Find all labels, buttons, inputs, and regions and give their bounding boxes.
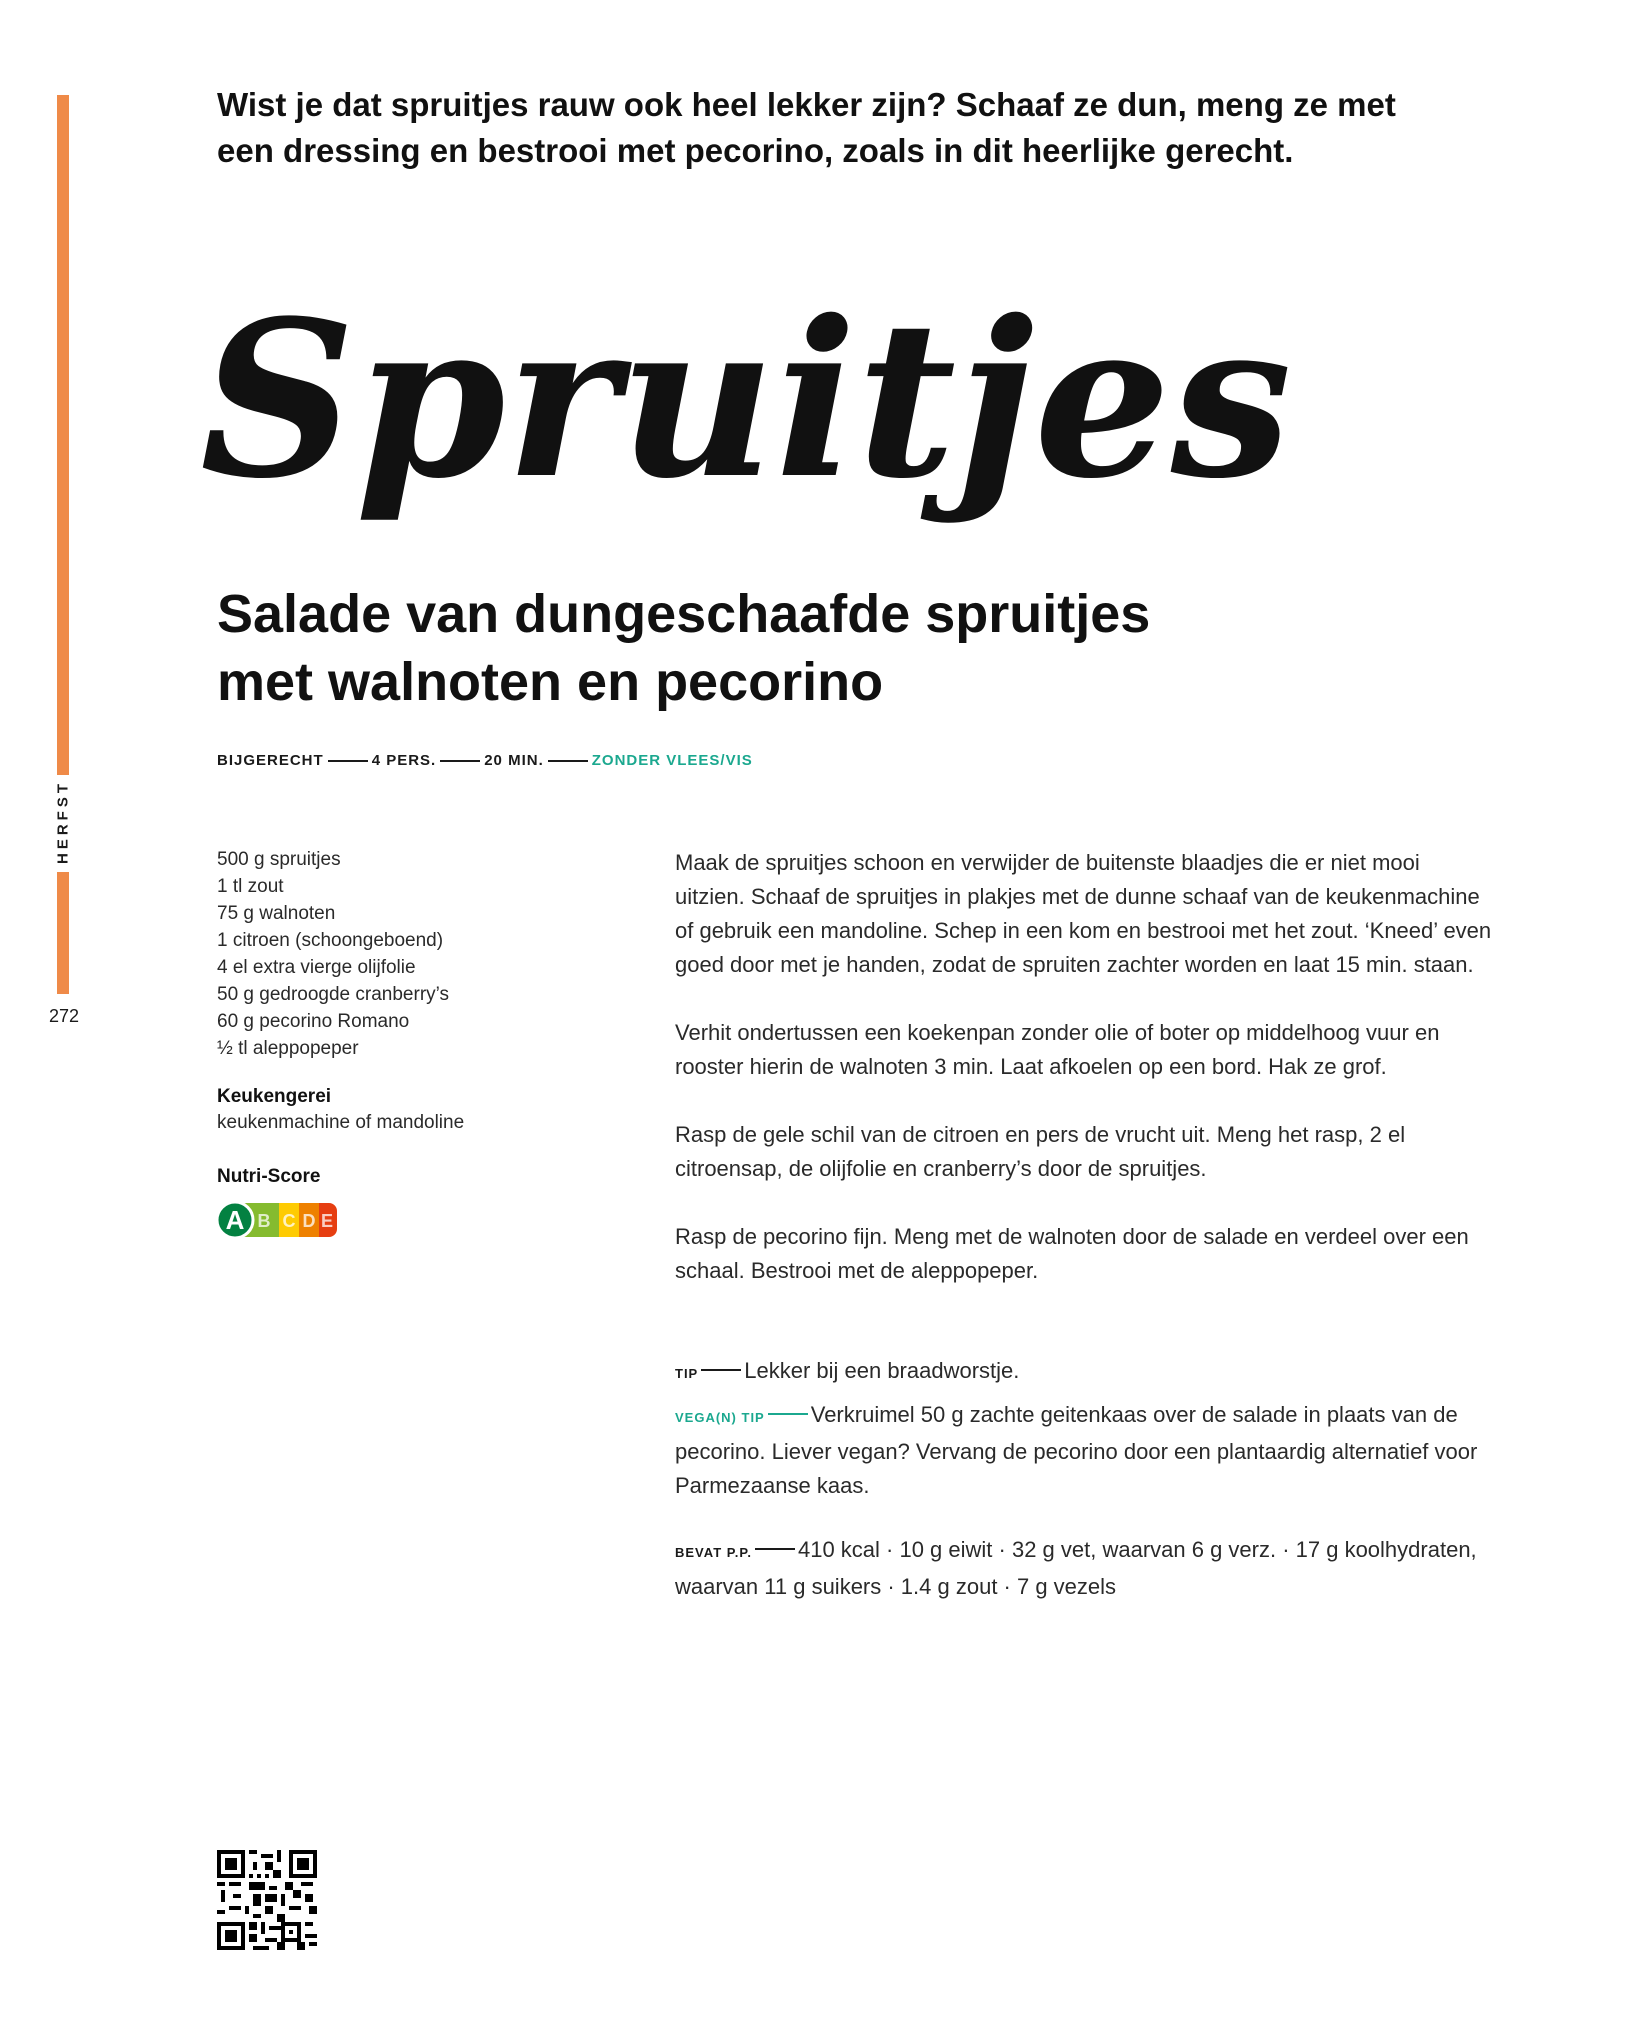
section-label: HERFST [54, 780, 72, 864]
ingredient-item: 75 g walnoten [217, 903, 336, 924]
ingredient-item: 1 citroen (schoongeboend) [217, 930, 444, 951]
step-paragraph: Rasp de gele schil van de citroen en pers de vrucht uit. Meng het rasp, 2 el citroensap, de olijfolie en cranberry’s door de spruitjes. [675, 1122, 1406, 1181]
vega-tip-label: VEGA(N) TIP [675, 1410, 765, 1425]
recipe-title-line2: met walnoten en pecorino [217, 652, 884, 712]
nutrition-info [675, 1533, 1495, 1604]
nutri-score-badge [217, 1197, 339, 1243]
sidebar-accent-bar-bottom [57, 872, 69, 994]
ingredient-item: 4 el extra vierge olijfolie [217, 957, 416, 978]
qr-code-graphic[interactable] [217, 1850, 317, 1950]
ingredient-item: 1 tl zout [217, 876, 284, 897]
vega-tip [675, 1398, 1495, 1503]
meta-time: 20 MIN. [484, 752, 544, 769]
step-paragraph: Verhit ondertussen een koekenpan zonder olie of boter op middelhoog vuur en rooster hierin de walnoten 3 min. Laat afkoelen op een bord. Hak ze grof. [675, 1020, 1440, 1079]
intro-text: Wist je dat spruitjes rauw ook heel lekker zijn? Schaaf ze dun, meng ze met een dressing en bestrooi met pecorino, zoals in dit heerlijke gerecht. [217, 86, 1396, 169]
equipment-text: keukenmachine of mandoline [217, 1112, 465, 1133]
tip [675, 1354, 1495, 1391]
nutrition-divider [755, 1548, 795, 1550]
page-number: 272 [49, 1006, 80, 1026]
ingredient-list [217, 846, 637, 1062]
script-title-graphic [200, 250, 1292, 580]
step-paragraph: Maak de spruitjes schoon en verwijder de buitenste blaadjes die er niet mooi uitzien. Schaaf de spruitjes in plakjes met de dunne schaaf van de keukenmachine of gebruik een mandoline. Schep in een kom en bestrooi met het zout. ‘Kneed’ even goed door met je handen, zodat de spruiten zachter worden en laat 15 min. staan. [675, 850, 1492, 977]
ingredient-item: 60 g pecorino Romano [217, 1011, 410, 1032]
meta-category: BIJGERECHT [217, 752, 324, 769]
vega-tip-text: Verkruimel 50 g zachte geitenkaas over de salade in plaats van de pecorino. Liever vegan? Vervang de pecorino door een plantaardig alternatief voor Parmezaanse kaas. [675, 1402, 1478, 1498]
nutri-letter-a: A [225, 1205, 245, 1235]
nutrition-text: 410 kcal · 10 g eiwit · 32 g vet, waarvan 6 g verz. · 17 g koolhydraten, waarvan 11 g suikers · 1.4 g zout · 7 g vezels [675, 1537, 1477, 1599]
sidebar-accent-bar-top [57, 95, 69, 775]
vega-tip-divider [768, 1413, 808, 1415]
script-title-text: Spruitjes [200, 273, 1292, 526]
ingredient-item: 50 g gedroogde cranberry’s [217, 984, 450, 1005]
meta-servings: 4 PERS. [371, 752, 437, 769]
step-paragraph: Rasp de pecorino fijn. Meng met de walnoten door de salade en verdeel over een schaal. Bestrooi met de aleppopeper. [675, 1224, 1469, 1283]
nutri-letter-b: B [257, 1211, 271, 1231]
meta-divider [548, 760, 588, 762]
recipe-meta [217, 752, 753, 769]
recipe-title [217, 580, 1317, 716]
nutri-score-graphic [217, 1197, 339, 1243]
nutri-letter-e: E [320, 1211, 334, 1231]
nutri-letter-c: C [282, 1211, 296, 1231]
ingredient-item: 500 g spruitjes [217, 849, 341, 870]
tip-text: Lekker bij een braadworstje. [744, 1358, 1020, 1383]
tip-label: TIP [675, 1366, 699, 1381]
preparation-steps [675, 846, 1495, 1322]
qr-code[interactable] [217, 1850, 317, 1950]
meta-divider [328, 760, 368, 762]
ingredient-item: ½ tl aleppopeper [217, 1038, 359, 1059]
nutri-score-heading: Nutri-Score [217, 1166, 321, 1187]
script-title [200, 250, 1292, 580]
meta-diet: ZONDER VLEES/VIS [591, 752, 753, 769]
recipe-title-line1: Salade van dungeschaafde spruitjes [217, 584, 1151, 644]
meta-divider [440, 760, 480, 762]
nutrition-label: BEVAT P.P. [675, 1545, 752, 1560]
equipment-heading: Keukengerei [217, 1086, 332, 1107]
tip-divider [701, 1369, 741, 1371]
nutri-letter-d: D [302, 1211, 316, 1231]
